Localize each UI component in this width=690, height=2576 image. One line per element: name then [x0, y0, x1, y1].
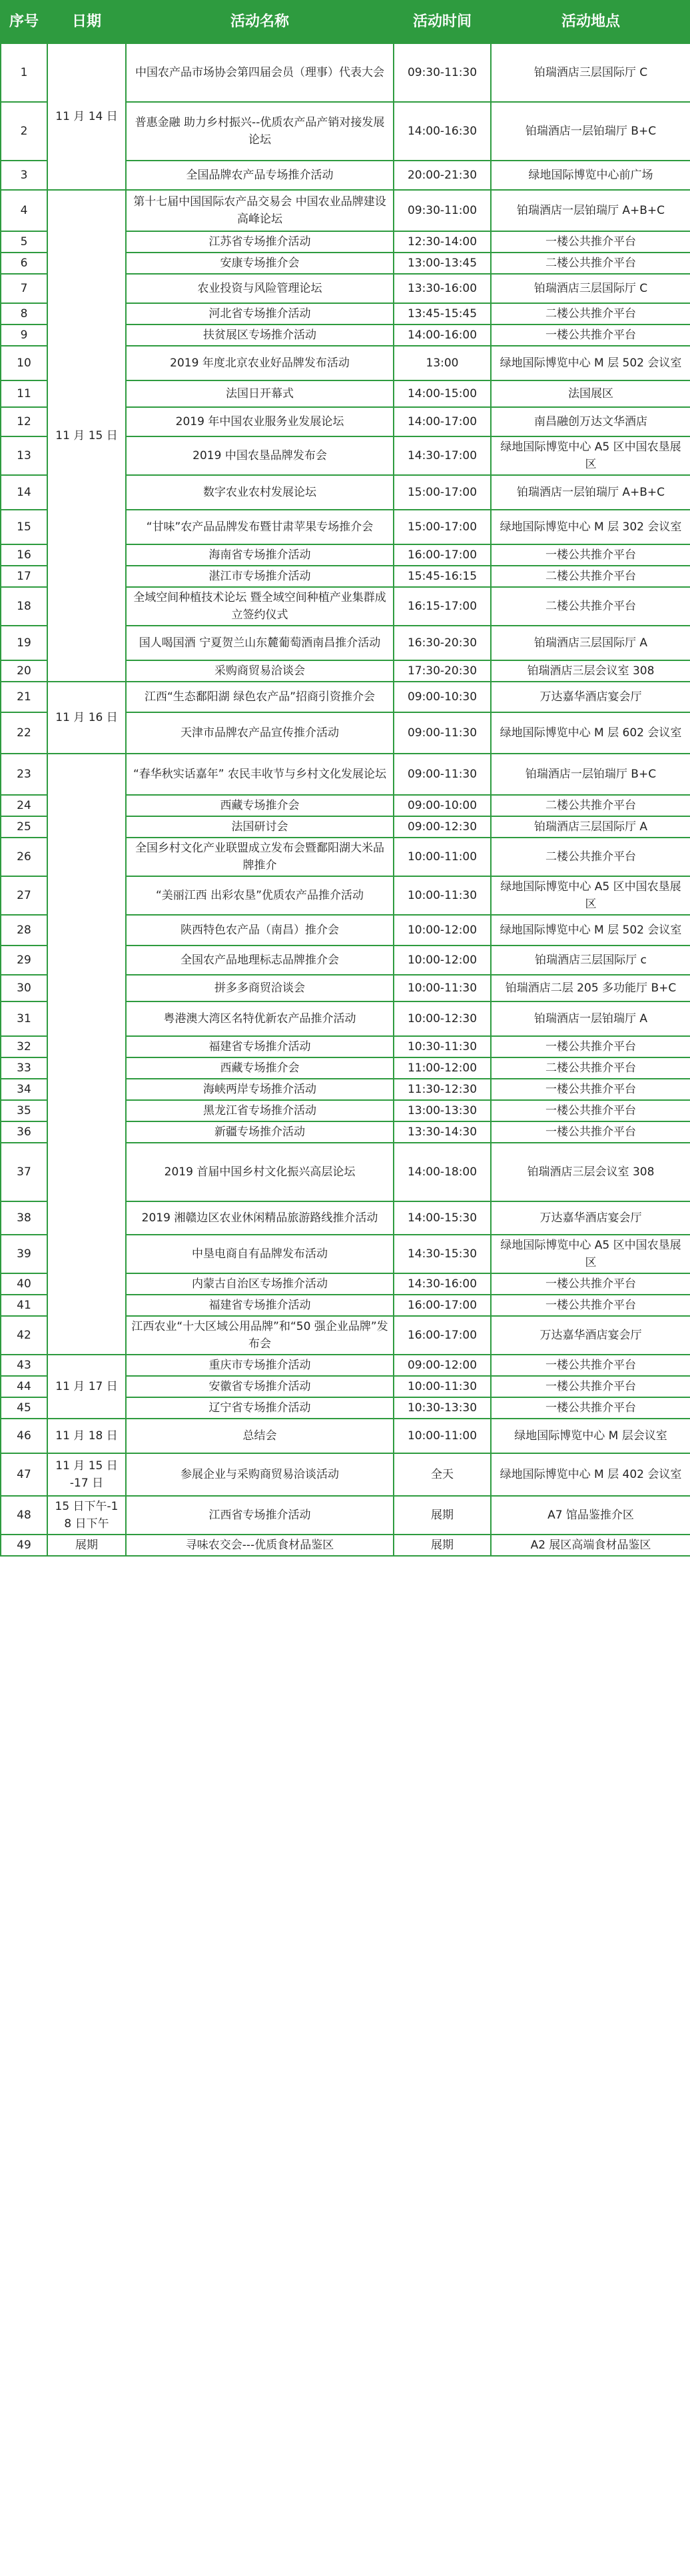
cell-no: 37 — [1, 1143, 47, 1201]
cell-activity-time: 全天 — [394, 1453, 491, 1496]
cell-activity-name: 寻味农交会---优质食材品鉴区 — [126, 1535, 394, 1556]
cell-activity-place: 铂瑞酒店一层铂瑞厅 A — [491, 1001, 690, 1036]
cell-no: 8 — [1, 303, 47, 324]
cell-activity-time: 14:00-15:30 — [394, 1201, 491, 1235]
cell-activity-name: 河北省专场推介活动 — [126, 303, 394, 324]
cell-activity-time: 16:00-17:00 — [394, 1316, 491, 1355]
cell-no: 13 — [1, 436, 47, 475]
cell-no: 18 — [1, 587, 47, 626]
cell-activity-place: 绿地国际博览中心 M 层会议室 — [491, 1419, 690, 1453]
cell-activity-place: 绿地国际博览中心 M 层 602 会议室 — [491, 712, 690, 754]
cell-activity-place: 一楼公共推介平台 — [491, 1355, 690, 1376]
cell-activity-place: 铂瑞酒店一层铂瑞厅 A+B+C — [491, 475, 690, 510]
cell-activity-name: 新疆专场推介活动 — [126, 1121, 394, 1143]
cell-date: 展期 — [47, 1535, 126, 1556]
cell-activity-name: 天津市品牌农产品宣传推介活动 — [126, 712, 394, 754]
cell-activity-place: 铂瑞酒店三层国际厅 C — [491, 274, 690, 303]
cell-no: 47 — [1, 1453, 47, 1496]
cell-no: 34 — [1, 1079, 47, 1100]
cell-activity-place: 绿地国际博览中心 A5 区中国农垦展区 — [491, 1235, 690, 1273]
cell-activity-time: 15:00-17:00 — [394, 510, 491, 544]
cell-activity-name: 中垦电商自有品牌发布活动 — [126, 1235, 394, 1273]
cell-no: 3 — [1, 161, 47, 190]
cell-activity-place: 铂瑞酒店一层铂瑞厅 A+B+C — [491, 190, 690, 231]
cell-activity-place: 铂瑞酒店三层国际厅 A — [491, 816, 690, 838]
cell-date: 11 月 15 日 -17 日 — [47, 1453, 126, 1496]
cell-date: 11 月 18 日 — [47, 1419, 126, 1453]
cell-activity-time: 11:00-12:00 — [394, 1057, 491, 1079]
header-date: 日期 — [47, 1, 126, 43]
cell-activity-name: 全域空间种植技术论坛 暨全域空间种植产业集群成立签约仪式 — [126, 587, 394, 626]
cell-no: 17 — [1, 566, 47, 587]
cell-activity-time: 10:00-12:30 — [394, 1001, 491, 1036]
cell-no: 21 — [1, 682, 47, 712]
cell-activity-time: 10:00-12:00 — [394, 915, 491, 946]
cell-no: 27 — [1, 876, 47, 915]
cell-activity-time: 13:30-16:00 — [394, 274, 491, 303]
cell-activity-place: 铂瑞酒店二层 205 多功能厅 B+C — [491, 975, 690, 1001]
cell-activity-time: 09:30-11:00 — [394, 190, 491, 231]
cell-no: 28 — [1, 915, 47, 946]
cell-activity-place: 一楼公共推介平台 — [491, 1376, 690, 1397]
cell-activity-name: 全国农产品地理标志品牌推介会 — [126, 946, 394, 975]
cell-activity-time: 13:00-13:45 — [394, 253, 491, 274]
cell-activity-place: 铂瑞酒店三层会议室 308 — [491, 660, 690, 682]
cell-activity-place: 一楼公共推介平台 — [491, 324, 690, 346]
cell-activity-time: 14:00-16:30 — [394, 102, 491, 161]
cell-activity-name: 全国品牌农产品专场推介活动 — [126, 161, 394, 190]
cell-activity-name: 普惠金融 助力乡村振兴--优质农产品产销对接发展论坛 — [126, 102, 394, 161]
cell-no: 41 — [1, 1295, 47, 1316]
cell-activity-time: 14:00-16:00 — [394, 324, 491, 346]
cell-no: 11 — [1, 380, 47, 407]
cell-activity-place: A2 展区高端食材品鉴区 — [491, 1535, 690, 1556]
cell-no: 23 — [1, 754, 47, 795]
cell-activity-name: 扶贫展区专场推介活动 — [126, 324, 394, 346]
cell-activity-name: 2019 中国农垦品牌发布会 — [126, 436, 394, 475]
cell-activity-place: 绿地国际博览中心 M 层 502 会议室 — [491, 346, 690, 380]
table-row — [1, 190, 690, 231]
cell-activity-place: 铂瑞酒店三层国际厅 c — [491, 946, 690, 975]
cell-no: 43 — [1, 1355, 47, 1376]
cell-activity-time: 10:00-11:30 — [394, 1376, 491, 1397]
cell-date: 15 日下午-18 日下午 — [47, 1496, 126, 1535]
cell-no: 25 — [1, 816, 47, 838]
cell-activity-name: “春华秋实话嘉年” 农民丰收节与乡村文化发展论坛 — [126, 754, 394, 795]
cell-activity-name: 参展企业与采购商贸易洽谈活动 — [126, 1453, 394, 1496]
cell-activity-place: A7 馆品鉴推介区 — [491, 1496, 690, 1535]
cell-activity-time: 10:00-11:30 — [394, 876, 491, 915]
cell-activity-name: 第十七届中国国际农产品交易会 中国农业品牌建设高峰论坛 — [126, 190, 394, 231]
cell-no: 5 — [1, 231, 47, 253]
cell-activity-place: 绿地国际博览中心 M 层 502 会议室 — [491, 915, 690, 946]
cell-activity-name: 数字农业农村发展论坛 — [126, 475, 394, 510]
cell-activity-place: 铂瑞酒店三层国际厅 A — [491, 626, 690, 660]
cell-no: 22 — [1, 712, 47, 754]
cell-activity-place: 绿地国际博览中心 A5 区中国农垦展区 — [491, 876, 690, 915]
cell-no: 26 — [1, 838, 47, 876]
table-row — [1, 43, 690, 102]
cell-activity-name: 法国日开幕式 — [126, 380, 394, 407]
cell-activity-name: 重庆市专场推介活动 — [126, 1355, 394, 1376]
cell-activity-name: 法国研讨会 — [126, 816, 394, 838]
cell-activity-name: 国人喝国酒 宁夏贺兰山东麓葡萄酒南昌推介活动 — [126, 626, 394, 660]
cell-activity-name: “美丽江西 出彩农垦”优质农产品推介活动 — [126, 876, 394, 915]
cell-activity-time: 16:00-17:00 — [394, 544, 491, 566]
cell-no: 30 — [1, 975, 47, 1001]
table-row — [1, 682, 690, 712]
cell-activity-time: 13:45-15:45 — [394, 303, 491, 324]
cell-no: 12 — [1, 407, 47, 436]
cell-no: 6 — [1, 253, 47, 274]
cell-activity-name: 江西省专场推介活动 — [126, 1496, 394, 1535]
table-row — [1, 1496, 690, 1535]
cell-activity-time: 14:00-18:00 — [394, 1143, 491, 1201]
cell-activity-place: 一楼公共推介平台 — [491, 231, 690, 253]
header-place: 活动地点 — [491, 1, 690, 43]
cell-activity-place: 一楼公共推介平台 — [491, 1295, 690, 1316]
cell-activity-name: 2019 首届中国乡村文化振兴高层论坛 — [126, 1143, 394, 1201]
cell-no: 20 — [1, 660, 47, 682]
cell-activity-name: 粤港澳大湾区名特优新农产品推介活动 — [126, 1001, 394, 1036]
table-row — [1, 754, 690, 795]
cell-activity-time: 10:00-11:00 — [394, 838, 491, 876]
cell-no: 36 — [1, 1121, 47, 1143]
cell-activity-name: 拼多多商贸洽谈会 — [126, 975, 394, 1001]
cell-activity-time: 16:15-17:00 — [394, 587, 491, 626]
cell-activity-place: 二楼公共推介平台 — [491, 1057, 690, 1079]
cell-activity-place: 二楼公共推介平台 — [491, 838, 690, 876]
cell-activity-name: 福建省专场推介活动 — [126, 1295, 394, 1316]
cell-activity-place: 一楼公共推介平台 — [491, 1397, 690, 1419]
cell-no: 38 — [1, 1201, 47, 1235]
cell-activity-time: 展期 — [394, 1535, 491, 1556]
cell-no: 24 — [1, 795, 47, 816]
cell-no: 14 — [1, 475, 47, 510]
cell-activity-time: 09:30-11:30 — [394, 43, 491, 102]
cell-activity-place: 二楼公共推介平台 — [491, 566, 690, 587]
cell-activity-name: 采购商贸易洽谈会 — [126, 660, 394, 682]
cell-date: 11 月 15 日 — [47, 190, 126, 682]
cell-activity-name: 福建省专场推介活动 — [126, 1036, 394, 1057]
cell-activity-name: 总结会 — [126, 1419, 394, 1453]
cell-activity-name: 2019 湘赣边区农业休闲精品旅游路线推介活动 — [126, 1201, 394, 1235]
cell-no: 29 — [1, 946, 47, 975]
cell-activity-time: 09:00-11:30 — [394, 754, 491, 795]
cell-activity-time: 10:00-11:00 — [394, 1419, 491, 1453]
cell-activity-place: 二楼公共推介平台 — [491, 303, 690, 324]
cell-activity-place: 绿地国际博览中心前广场 — [491, 161, 690, 190]
cell-no: 10 — [1, 346, 47, 380]
cell-no: 19 — [1, 626, 47, 660]
cell-activity-name: 2019 年度北京农业好品牌发布活动 — [126, 346, 394, 380]
cell-no: 49 — [1, 1535, 47, 1556]
cell-activity-time: 16:00-17:00 — [394, 1295, 491, 1316]
cell-activity-place: 铂瑞酒店三层国际厅 C — [491, 43, 690, 102]
cell-activity-name: 内蒙古自治区专场推介活动 — [126, 1273, 394, 1295]
cell-activity-time: 14:00-17:00 — [394, 407, 491, 436]
cell-no: 7 — [1, 274, 47, 303]
table-row — [1, 1453, 690, 1496]
cell-no: 48 — [1, 1496, 47, 1535]
cell-activity-place: 铂瑞酒店三层会议室 308 — [491, 1143, 690, 1201]
cell-activity-time: 09:00-10:00 — [394, 795, 491, 816]
cell-activity-time: 10:30-13:30 — [394, 1397, 491, 1419]
cell-activity-place: 万达嘉华酒店宴会厅 — [491, 682, 690, 712]
cell-activity-time: 20:00-21:30 — [394, 161, 491, 190]
cell-activity-time: 15:45-16:15 — [394, 566, 491, 587]
cell-activity-time: 09:00-12:00 — [394, 1355, 491, 1376]
cell-activity-name: 中国农产品市场协会第四届会员（理事）代表大会 — [126, 43, 394, 102]
cell-activity-time: 17:30-20:30 — [394, 660, 491, 682]
cell-activity-place: 南昌融创万达文华酒店 — [491, 407, 690, 436]
cell-activity-time: 11:30-12:30 — [394, 1079, 491, 1100]
cell-activity-name: 海南省专场推介活动 — [126, 544, 394, 566]
cell-no: 46 — [1, 1419, 47, 1453]
cell-activity-place: 万达嘉华酒店宴会厅 — [491, 1201, 690, 1235]
cell-activity-time: 09:00-11:30 — [394, 712, 491, 754]
cell-no: 1 — [1, 43, 47, 102]
cell-activity-place: 绿地国际博览中心 M 层 302 会议室 — [491, 510, 690, 544]
schedule-body — [1, 43, 690, 1556]
cell-no: 32 — [1, 1036, 47, 1057]
cell-activity-time: 14:30-15:30 — [394, 1235, 491, 1273]
cell-activity-place: 二楼公共推介平台 — [491, 587, 690, 626]
header-name: 活动名称 — [126, 1, 394, 43]
cell-activity-time: 14:00-15:00 — [394, 380, 491, 407]
cell-activity-time: 12:30-14:00 — [394, 231, 491, 253]
cell-activity-time: 14:30-16:00 — [394, 1273, 491, 1295]
cell-activity-time: 13:30-14:30 — [394, 1121, 491, 1143]
cell-activity-place: 一楼公共推介平台 — [491, 544, 690, 566]
cell-no: 33 — [1, 1057, 47, 1079]
cell-activity-name: 农业投资与风险管理论坛 — [126, 274, 394, 303]
cell-activity-place: 二楼公共推介平台 — [491, 795, 690, 816]
cell-activity-name: 西藏专场推介会 — [126, 1057, 394, 1079]
cell-activity-place: 一楼公共推介平台 — [491, 1121, 690, 1143]
cell-activity-place: 法国展区 — [491, 380, 690, 407]
cell-activity-name: 安康专场推介会 — [126, 253, 394, 274]
cell-date: 11 月 14 日 — [47, 43, 126, 190]
header-no: 序号 — [1, 1, 47, 43]
cell-activity-name: 湛江市专场推介活动 — [126, 566, 394, 587]
cell-activity-time: 14:30-17:00 — [394, 436, 491, 475]
cell-activity-name: 安徽省专场推介活动 — [126, 1376, 394, 1397]
cell-activity-time: 10:30-11:30 — [394, 1036, 491, 1057]
cell-activity-place: 一楼公共推介平台 — [491, 1079, 690, 1100]
cell-no: 4 — [1, 190, 47, 231]
cell-activity-time: 13:00-13:30 — [394, 1100, 491, 1121]
cell-activity-time: 展期 — [394, 1496, 491, 1535]
cell-activity-time: 15:00-17:00 — [394, 475, 491, 510]
cell-activity-name: 江西“生态鄱阳湖 绿色农产品”招商引资推介会 — [126, 682, 394, 712]
cell-no: 9 — [1, 324, 47, 346]
cell-activity-place: 铂瑞酒店一层铂瑞厅 B+C — [491, 102, 690, 161]
cell-activity-place: 一楼公共推介平台 — [491, 1273, 690, 1295]
cell-activity-place: 一楼公共推介平台 — [491, 1036, 690, 1057]
cell-no: 39 — [1, 1235, 47, 1273]
cell-no: 45 — [1, 1397, 47, 1419]
cell-activity-name: 江西农业“十大区域公用品牌”和“50 强企业品牌”发布会 — [126, 1316, 394, 1355]
cell-activity-name: 陕西特色农产品（南昌）推介会 — [126, 915, 394, 946]
table-row — [1, 1355, 690, 1376]
cell-activity-time: 13:00 — [394, 346, 491, 380]
cell-no: 40 — [1, 1273, 47, 1295]
cell-no: 31 — [1, 1001, 47, 1036]
cell-no: 44 — [1, 1376, 47, 1397]
cell-activity-name: 西藏专场推介会 — [126, 795, 394, 816]
header-time: 活动时间 — [394, 1, 491, 43]
table-row — [1, 1535, 690, 1556]
cell-activity-name: 海峡两岸专场推介活动 — [126, 1079, 394, 1100]
cell-activity-name: 江苏省专场推介活动 — [126, 231, 394, 253]
cell-no: 15 — [1, 510, 47, 544]
cell-activity-time: 10:00-11:30 — [394, 975, 491, 1001]
cell-date: 11 月 16 日 — [47, 682, 126, 754]
table-row — [1, 1419, 690, 1453]
cell-no: 42 — [1, 1316, 47, 1355]
cell-activity-time: 09:00-10:30 — [394, 682, 491, 712]
cell-activity-place: 绿地国际博览中心 A5 区中国农垦展区 — [491, 436, 690, 475]
cell-activity-place: 二楼公共推介平台 — [491, 253, 690, 274]
cell-activity-name: 黑龙江省专场推介活动 — [126, 1100, 394, 1121]
cell-date — [47, 754, 126, 1355]
cell-date: 11 月 17 日 — [47, 1355, 126, 1419]
cell-no: 35 — [1, 1100, 47, 1121]
cell-activity-name: 2019 年中国农业服务业发展论坛 — [126, 407, 394, 436]
cell-activity-name: “甘味”农产品品牌发布暨甘肃苹果专场推介会 — [126, 510, 394, 544]
cell-activity-time: 09:00-12:30 — [394, 816, 491, 838]
cell-activity-place: 绿地国际博览中心 M 层 402 会议室 — [491, 1453, 690, 1496]
cell-activity-name: 辽宁省专场推介活动 — [126, 1397, 394, 1419]
cell-activity-place: 一楼公共推介平台 — [491, 1100, 690, 1121]
cell-activity-place: 铂瑞酒店一层铂瑞厅 B+C — [491, 754, 690, 795]
cell-no: 2 — [1, 102, 47, 161]
cell-activity-name: 全国乡村文化产业联盟成立发布会暨鄱阳湖大米品牌推介 — [126, 838, 394, 876]
cell-activity-time: 16:30-20:30 — [394, 626, 491, 660]
cell-activity-place: 万达嘉华酒店宴会厅 — [491, 1316, 690, 1355]
cell-no: 16 — [1, 544, 47, 566]
cell-activity-time: 10:00-12:00 — [394, 946, 491, 975]
header-row — [1, 1, 690, 43]
